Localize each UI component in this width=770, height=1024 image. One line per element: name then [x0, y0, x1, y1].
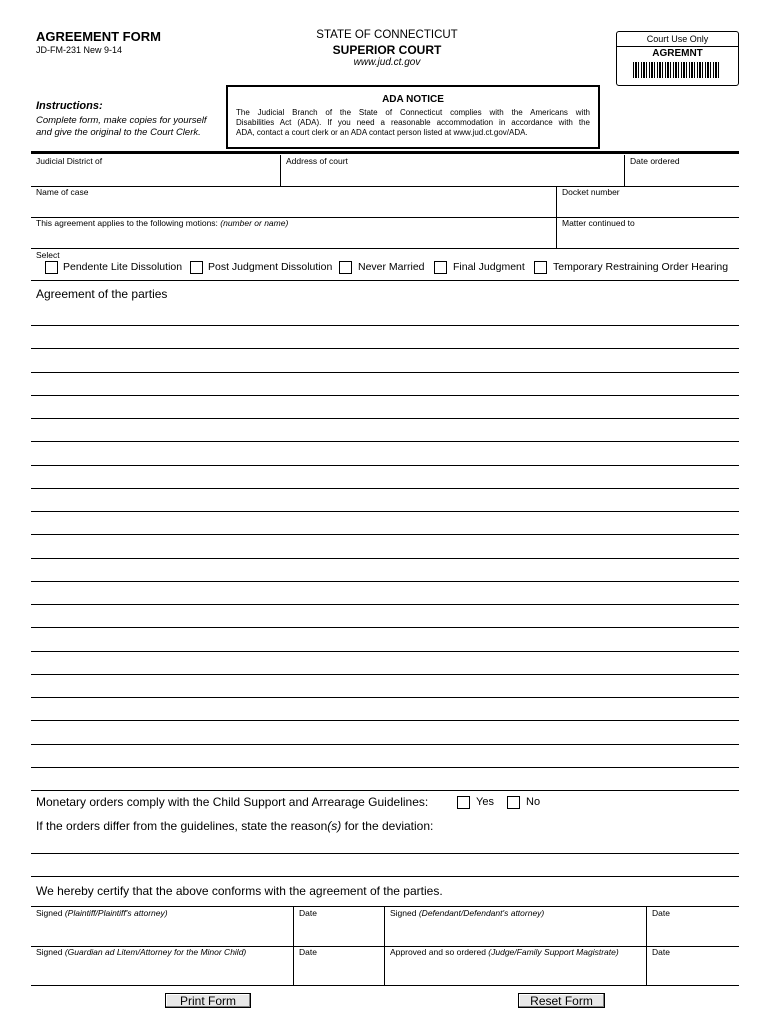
guidelines-no-label: No [526, 796, 541, 808]
barcode [633, 62, 720, 78]
ada-line-1: The Judicial Branch of the State of Connecticut complies with the Americans with [236, 108, 590, 117]
state-name: STATE OF CONNECTICUT [316, 29, 458, 41]
court-use-code: AGREMNT [652, 48, 703, 59]
name-of-case-input[interactable] [32, 197, 554, 216]
guardian-signed-text: Signed [36, 947, 65, 957]
deviation-prompt-b: (s) [327, 819, 342, 833]
date-ordered-input[interactable] [626, 166, 738, 185]
defendant-hint: (Defendant/Defendant's attorney) [418, 908, 545, 918]
print-form-button[interactable]: Print Form [165, 993, 251, 1008]
pendente-lite-label: Pendente Lite Dissolution [63, 261, 183, 273]
ada-line-3: ADA, contact a court clerk or an ADA contact person listed at www.jud.ct.gov/ADA. [236, 128, 528, 137]
defendant-date-field[interactable] [648, 919, 738, 945]
guardian-hint: (Guardian ad Litem/Attorney for the Minor Child) [64, 947, 247, 957]
date-ordered-label: Date ordered [630, 156, 680, 166]
approved-label [390, 947, 619, 957]
judicial-district-input[interactable] [32, 166, 278, 185]
docket-number-input[interactable] [558, 197, 738, 216]
defendant-signed-text: Signed [390, 908, 419, 918]
motions-label [36, 218, 288, 228]
ada-notice-box [226, 85, 600, 149]
final-judgment-label: Final Judgment [453, 261, 525, 273]
form-title: AGREEMENT FORM [36, 29, 161, 44]
instructions-line-1: Complete form, make copies for yourself [36, 115, 207, 126]
restraining-order-checkbox[interactable] [534, 261, 547, 274]
monetary-question: Monetary orders comply with the Child Support and Arrearage Guidelines: [36, 795, 429, 809]
guardian-date-field[interactable] [295, 958, 382, 984]
select-label: Select [36, 250, 60, 260]
agreement-text-area[interactable] [32, 303, 739, 789]
ada-title: ADA NOTICE [382, 94, 444, 105]
defendant-date-label: Date [652, 908, 670, 918]
reset-form-button[interactable]: Reset Form [518, 993, 605, 1008]
motions-hint: (number or name) [220, 218, 289, 228]
court-name: SUPERIOR COURT [332, 43, 442, 57]
plaintiff-date-label: Date [299, 908, 317, 918]
website: www.jud.ct.gov [353, 57, 421, 68]
court-use-box [616, 31, 739, 86]
ada-line-2: Disabilities Act (ADA). If you need a reasonable accommodation in accordance with the [236, 118, 590, 127]
agreement-heading: Agreement of the parties [36, 287, 168, 301]
approved-signature-field[interactable] [386, 958, 644, 984]
restraining-order-label: Temporary Restraining Order Hearing [553, 261, 729, 273]
matter-continued-input[interactable] [558, 228, 738, 247]
guardian-signature-field[interactable] [32, 958, 291, 984]
guardian-date-label: Date [299, 947, 317, 957]
deviation-prompt [36, 819, 433, 833]
address-of-court-label: Address of court [286, 156, 348, 166]
name-of-case-label: Name of case [36, 187, 89, 197]
approved-date-label: Date [652, 947, 670, 957]
plaintiff-date-field[interactable] [295, 919, 382, 945]
plaintiff-signature-label [36, 908, 168, 918]
matter-continued-label: Matter continued to [562, 218, 635, 228]
plaintiff-signature-field[interactable] [32, 919, 291, 945]
approved-hint: (Judge/Family Support Magistrate) [488, 947, 619, 957]
post-judgment-checkbox[interactable] [190, 261, 203, 274]
top-rule [31, 151, 739, 154]
guardian-signature-label [36, 947, 246, 957]
judicial-district-label: Judicial District of [36, 156, 103, 166]
plaintiff-signed-text: Signed [36, 908, 65, 918]
certify-statement: We hereby certify that the above conforms with the agreement of the parties. [36, 884, 443, 898]
guidelines-yes-checkbox[interactable] [457, 796, 470, 809]
address-of-court-input[interactable] [282, 166, 622, 185]
never-married-checkbox[interactable] [339, 261, 352, 274]
instructions-heading: Instructions: [36, 100, 103, 112]
post-judgment-label: Post Judgment Dissolution [208, 261, 333, 273]
instructions-line-2: and give the original to the Court Clerk. [36, 127, 201, 138]
guidelines-yes-label: Yes [476, 796, 494, 808]
docket-number-label: Docket number [562, 187, 620, 197]
deviation-prompt-a: If the orders differ from the guidelines, state the reason [36, 819, 328, 833]
deviation-reason-input[interactable] [32, 835, 739, 875]
pendente-lite-checkbox[interactable] [45, 261, 58, 274]
guidelines-no-checkbox[interactable] [507, 796, 520, 809]
final-judgment-checkbox[interactable] [434, 261, 447, 274]
defendant-signature-field[interactable] [386, 919, 644, 945]
motions-label-text: This agreement applies to the following motions: [36, 218, 221, 228]
approved-date-field[interactable] [648, 958, 738, 984]
plaintiff-hint: (Plaintiff/Plaintiff's attorney) [64, 908, 168, 918]
court-use-label: Court Use Only [646, 34, 709, 44]
never-married-label: Never Married [358, 261, 425, 273]
deviation-prompt-c: for the deviation: [341, 819, 434, 833]
approved-text: Approved and so ordered [390, 947, 489, 957]
defendant-signature-label [390, 908, 544, 918]
form-id: JD-FM-231 New 9-14 [36, 45, 123, 55]
motions-input[interactable] [32, 228, 554, 247]
